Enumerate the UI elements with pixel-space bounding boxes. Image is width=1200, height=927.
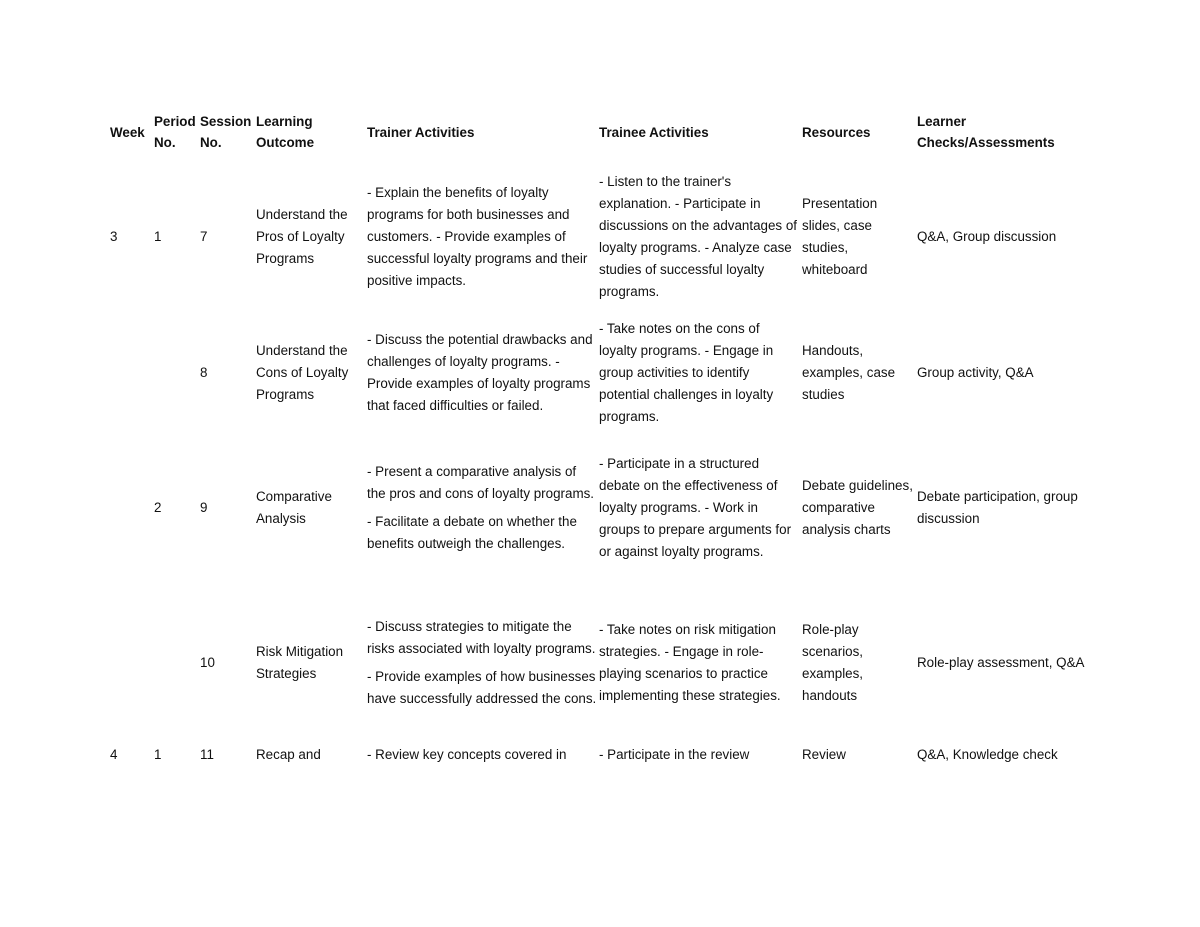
cell-period: 1 bbox=[154, 229, 162, 244]
cell-learner-checks: Q&A, Group discussion bbox=[917, 229, 1057, 244]
cell-week bbox=[108, 588, 152, 738]
header-session: Session No. bbox=[200, 114, 252, 150]
cell-period bbox=[152, 738, 198, 774]
trainer-activity-paragraph: - Discuss strategies to mitigate the risks associated with loyalty programs. bbox=[367, 619, 596, 656]
table-row bbox=[108, 588, 1085, 738]
cell-week bbox=[108, 428, 152, 588]
cell-week: 3 bbox=[110, 229, 118, 244]
table-row bbox=[108, 156, 1085, 318]
cell-learner-checks: Role-play assessment, Q&A bbox=[917, 655, 1085, 670]
table-row bbox=[108, 738, 1085, 774]
cell-session: 7 bbox=[200, 229, 208, 244]
cell-resources bbox=[800, 738, 915, 774]
training-schedule-table bbox=[108, 108, 1085, 774]
header-period: Period No. bbox=[154, 114, 196, 150]
trainer-activity-paragraph: - Facilitate a debate on whether the benefits outweigh the challenges. bbox=[367, 514, 577, 551]
cell-learning-outcome: Risk Mitigation Strategies bbox=[256, 644, 344, 681]
cell-text: Recap and bbox=[256, 747, 321, 762]
cell-period bbox=[152, 318, 198, 428]
cell-trainer-activities: - Discuss the potential drawbacks and challenges of loyalty programs. - Provide examples of loyalty programs that faced difficulties or failed. bbox=[367, 332, 593, 413]
header-week: Week bbox=[110, 124, 145, 140]
cell-text: 1 bbox=[154, 747, 162, 762]
cell-session: 9 bbox=[200, 500, 208, 515]
cell-learner-checks: Group activity, Q&A bbox=[917, 365, 1034, 380]
cell-week bbox=[108, 318, 152, 428]
cell-trainer-activities bbox=[365, 738, 597, 774]
cell-text: Review bbox=[802, 747, 846, 762]
header-resources: Resources bbox=[802, 124, 871, 140]
cell-period bbox=[152, 588, 198, 738]
cell-text: Q&A, Knowledge check bbox=[917, 747, 1058, 762]
cell-learning-outcome: Comparative Analysis bbox=[256, 489, 332, 526]
trainer-activity-paragraph: - Present a comparative analysis of the pros and cons of loyalty programs. bbox=[367, 464, 595, 501]
cell-text: 11 bbox=[200, 747, 214, 762]
header-learner-checks: Learner Checks/Assessments bbox=[917, 114, 1055, 150]
cell-resources: Role-play scenarios, examples, handouts bbox=[802, 622, 864, 703]
cell-trainee-activities: - Listen to the trainer's explanation. - Participate in discussions on the advantages of loyalty programs. - Analyze case studies of successful loyalty programs. bbox=[599, 174, 798, 299]
cell-learning-outcome bbox=[254, 738, 365, 774]
cell-trainee-activities: - Take notes on risk mitigation strategies. - Engage in role-playing scenarios to practice implementing these strategies. bbox=[599, 622, 781, 703]
cell-resources: Debate guidelines, comparative analysis charts bbox=[802, 478, 913, 537]
cell-trainee-activities: - Participate in a structured debate on the effectiveness of loyalty programs. - Work in groups to prepare arguments for or against loyalty programs. bbox=[599, 456, 792, 559]
cell-session: 10 bbox=[200, 655, 215, 670]
cell-trainee-activities: - Take notes on the cons of loyalty programs. - Engage in group activities to identify potential challenges in loyalty programs. bbox=[599, 321, 774, 424]
header-row bbox=[108, 108, 1085, 156]
table-row bbox=[108, 318, 1085, 428]
header-trainee-activities: Trainee Activities bbox=[599, 124, 709, 140]
cell-text: 4 bbox=[110, 747, 118, 762]
cell-text: - Participate in the review bbox=[599, 747, 750, 762]
cell-resources: Presentation slides, case studies, whiteboard bbox=[802, 196, 878, 277]
header-learning-outcome: Learning Outcome bbox=[256, 114, 315, 150]
cell-trainer-activities bbox=[365, 588, 597, 738]
cell-trainer-activities bbox=[365, 428, 597, 588]
cell-trainer-activities: - Explain the benefits of loyalty programs for both businesses and customers. - Provide examples of successful loyalty programs and their positive impacts. bbox=[367, 185, 588, 288]
cell-session: 8 bbox=[200, 365, 208, 380]
cell-learner-checks: Debate participation, group discussion bbox=[917, 489, 1078, 526]
header-trainer-activities: Trainer Activities bbox=[367, 124, 475, 140]
cell-resources: Handouts, examples, case studies bbox=[802, 343, 896, 402]
cell-week bbox=[108, 738, 152, 774]
cell-learner-checks bbox=[915, 738, 1085, 774]
cell-learning-outcome: Understand the Cons of Loyalty Programs bbox=[256, 343, 349, 402]
cell-session bbox=[198, 738, 254, 774]
trainer-activity-paragraph: - Provide examples of how businesses have successfully addressed the cons. bbox=[367, 669, 597, 706]
cell-period: 2 bbox=[154, 500, 162, 515]
table-row bbox=[108, 428, 1085, 588]
cell-text: - Review key concepts covered in bbox=[367, 747, 567, 762]
cell-learning-outcome: Understand the Pros of Loyalty Programs bbox=[256, 207, 348, 266]
cell-trainee-activities bbox=[597, 738, 800, 774]
